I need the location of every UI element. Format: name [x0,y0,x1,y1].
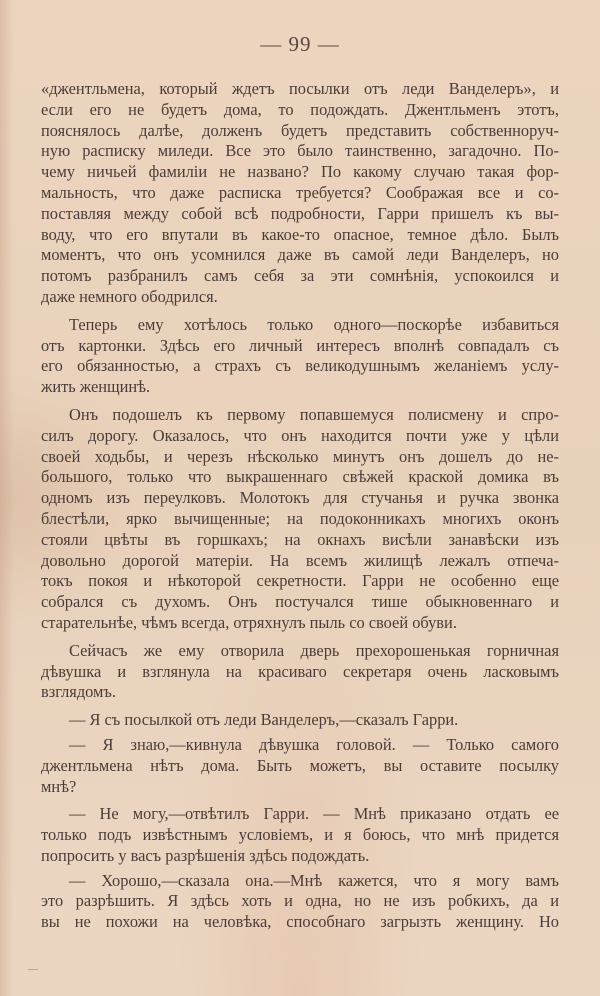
text-line: его обязанностью, а страхъ съ великодушнымъ желаніемъ услу- [41,356,559,376]
text-line: Сейчасъ же ему отворила дверь прехорошенькая горничная [69,640,559,660]
text-line: джентльмена нѣтъ дома. Быть можетъ, вы оставите посылку [41,755,559,775]
text-line: мнѣ? [41,776,77,796]
text-line: старательнѣе, чѣмъ всегда, отряхнулъ пыль со своей обуви. [41,612,457,632]
text-line: силъ дорогу. Оказалось, что онъ находится почти уже у цѣли [41,425,559,445]
text-line: взглядомъ. [41,682,116,702]
paragraph [41,315,559,398]
paragraph [41,405,559,634]
text-line: стояли цвѣты въ горшкахъ; на окнахъ висѣли занавѣски изъ [41,529,559,549]
text-line: попросить у васъ разрѣшенія здѣсь подождать. [41,845,370,865]
paragraph-gap [41,308,559,315]
text-line: жить женщинѣ. [41,377,151,397]
text-line: ную расписку миледи. Все это было таинственно, загадочно. По- [41,141,559,161]
paragraph [41,641,559,703]
text-line: моментъ, что онъ усомнился даже въ самой леди Ванделеръ, но [41,245,559,265]
paragraph-gap [41,797,559,804]
text-line: только подъ извѣстнымъ условіемъ, и я боюсь, что мнѣ придется [41,825,559,845]
dialog-paragraph [41,871,559,933]
text-line: отъ картонки. Здѣсь его личный интересъ вполнѣ совпадалъ съ [41,335,559,355]
text-line: даже немного ободрился. [41,286,218,306]
page-edge-shadow [0,0,14,996]
text-line: одномъ изъ переулковъ. Молотокъ для стучанья и ручка звонка [41,488,559,508]
text-line: довольно дорогой матеріи. На всемъ жилищѣ лежалъ отпеча- [41,550,559,570]
text-line: собрался съ духомъ. Онъ постучался тише обыкновеннаго и [41,592,559,612]
page-text [41,79,559,933]
text-line: если его не будетъ дома, то подождать. Джентльменъ этотъ, [41,99,559,119]
text-line: воду, что его впутали въ какое-то опасное, темное дѣло. Былъ [41,224,559,244]
text-line: токъ покоя и нѣкоторой секретности. Гарри не особенно еще [41,571,559,591]
text-line: — Я съ посылкой отъ леди Ванделеръ,—сказалъ Гарри. [69,710,459,730]
page-number: — 99 — [260,32,340,56]
text-line: своей ходьбы, и черезъ нѣсколько минутъ онъ дошелъ до не- [41,446,559,466]
text-line: дѣвушка и взглянула на красиваго секретаря очень ласковымъ [41,661,559,681]
paragraph-gap [41,634,559,641]
text-line: «джентльмена, который ждетъ посылки отъ леди Ванделеръ», и [41,79,559,98]
text-line: поставляя между собой всѣ подробности, Гарри пришелъ къ вы- [41,203,559,223]
dialog-paragraph [41,710,559,731]
dialog-paragraph [41,735,559,797]
text-line: большого, только что выкрашеннаго свѣжей краской домика въ [41,467,559,487]
text-line: пояснялось далѣе, долженъ будетъ представить собственноруч- [41,120,559,140]
text-line: — Я знаю,—кивнула дѣвушка головой. — Только самого [69,734,559,754]
paragraph [41,79,559,308]
text-line: Теперь ему хотѣлось только одного—поскорѣе избавиться [69,314,559,334]
paragraph-gap [41,398,559,405]
text-line: мальность, что даже расписка требуется? Соображая все и со- [41,182,559,202]
text-line: чему ничьей фамиліи не названо? По какому случаю такая фор- [41,162,559,182]
paragraph-gap [41,703,559,710]
dialog-paragraph [41,804,559,866]
text-line: — Не могу,—отвѣтилъ Гарри. — Мнѣ приказано отдать ее [69,804,559,824]
text-line: это разрѣшить. Я здѣсь хоть и одна, но не изъ робкихъ, да и [41,891,559,911]
paper-smudge [28,969,38,970]
text-line: блестѣли, ярко вычищенные; на подоконникахъ многихъ оконъ [41,508,559,528]
text-line: — Хорошо,—сказала она.—Мнѣ кажется, что я могу вамъ [69,870,559,890]
text-line: Онъ подошелъ къ первому попавшемуся полисмену и спро- [69,404,559,424]
text-line: вы не похожи на человѣка, способнаго загрызть женщину. Но [41,912,559,932]
text-line: потомъ разбранилъ самъ себя за эти сомнѣнія, успокоился и [41,266,559,286]
